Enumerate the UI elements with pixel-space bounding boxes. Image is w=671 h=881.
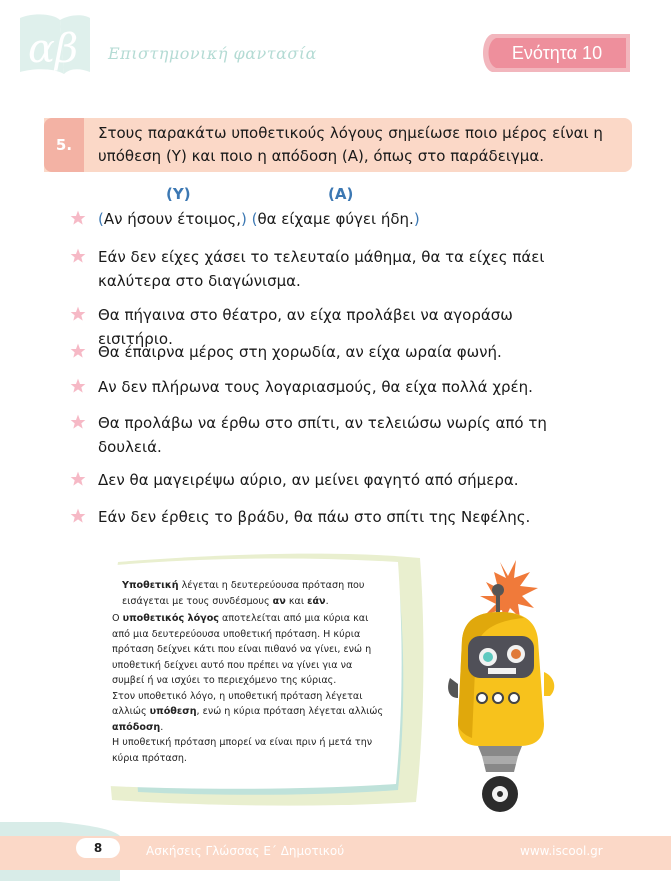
marker-hypothesis: (Υ): [166, 185, 191, 203]
footer-book-title: Ασκήσεις Γλώσσας Ε΄ Δημοτικού: [146, 844, 345, 858]
star-bullet-icon: [70, 471, 86, 487]
star-bullet-icon: [70, 378, 86, 394]
info-text: [112, 578, 387, 766]
page-header: [0, 0, 671, 100]
sentence-text: Αν δεν πλήρωνα τους λογαριασμούς, θα είχα πολλά χρέη.: [98, 378, 533, 396]
example-apodosis: θα είχαμε φύγει ήδη.: [257, 210, 414, 228]
robot-illustration-icon: [440, 548, 580, 828]
example-sentence: [98, 207, 588, 231]
unit-badge: Ενότητα 10: [511, 43, 603, 63]
marker-apodosis: (Α): [328, 185, 354, 203]
instruction-text: Στους παρακάτω υποθετικούς λόγους σημείωσε ποιο μέρος είναι η υπόθεση (Υ) και ποιο η απόδοση (Α), όπως στο παράδειγμα.: [98, 124, 603, 165]
sentence-text: Εάν δεν έρθεις το βράδυ, θα πάω στο σπίτι της Νεφέλης.: [98, 508, 531, 526]
star-bullet-icon: [70, 343, 86, 359]
info-paragraph-4: Η υποθετική πρόταση μπορεί να είναι πριν ή μετά την κύρια πρόταση.: [112, 737, 373, 764]
star-bullet-icon: [70, 210, 86, 226]
exercise-instruction: [44, 118, 632, 172]
info-paragraph-1: Υποθετική λέγεται η δευτερεύουσα πρόταση που εισάγεται με τους συνδέσμους αν και εάν.: [122, 580, 365, 607]
exercise-number: 5.: [44, 118, 84, 172]
paren-open-apodosis[interactable]: (: [251, 210, 258, 228]
example-hypothesis: Αν ήσουν έτοιμος,: [103, 210, 241, 228]
svg-text:αβ: αβ: [28, 26, 79, 72]
sentence-text: Εάν δεν είχες χάσει το τελευταίο μάθημα, θα τα είχες πάει καλύτερα στο διαγώνισμα.: [98, 248, 545, 290]
footer-url-link[interactable]: www.iscool.gr: [520, 844, 603, 858]
info-paragraph-3: Στον υποθετικό λόγο, η υποθετική πρόταση λέγεται αλλιώς υπόθεση, ενώ η κύρια πρόταση λέγεται αλλιώς απόδοση.: [112, 690, 384, 733]
star-bullet-icon: [70, 306, 86, 322]
star-bullet-icon: [70, 414, 86, 430]
star-bullet-icon: [70, 508, 86, 524]
sentence-text: Δεν θα μαγειρέψω αύριο, αν μείνει φαγητό από σήμερα.: [98, 471, 519, 489]
paren-close-hypothesis[interactable]: ): [240, 210, 247, 228]
section-title: Επιστημονική φαντασία: [108, 44, 317, 63]
star-bullet-icon: [70, 248, 86, 264]
alphabet-logo-icon: [14, 10, 92, 78]
sentence-text: Θα προλάβω να έρθω στο σπίτι, αν τελειώσω νωρίς από τη δουλειά.: [98, 414, 547, 456]
paren-open-hypothesis[interactable]: (: [98, 210, 104, 228]
sentence-text: Θα πήγαινα στο θέατρο, αν είχα προλάβει να αγοράσω εισιτήριο.: [98, 306, 513, 348]
page-number: 8: [76, 838, 120, 858]
paren-close-apodosis[interactable]: ): [413, 210, 420, 228]
info-paragraph-2: Ο υποθετικός λόγος αποτελείται από μια κύρια και από μια δευτερεύουσα υποθετική πρόταση. Η κύρια πρόταση δείχνει κάτι που είναι πιθανό να γίνει, ενώ η υποθετική δείχνει αυτό που πρέπει να γίνει για να συμβεί ή να ισχύει το περιεχόμενο της κύριας.: [112, 613, 372, 686]
sentence-text: Θα έπαιρνα μέρος στη χορωδία, αν είχα ωραία φωνή.: [98, 343, 502, 361]
